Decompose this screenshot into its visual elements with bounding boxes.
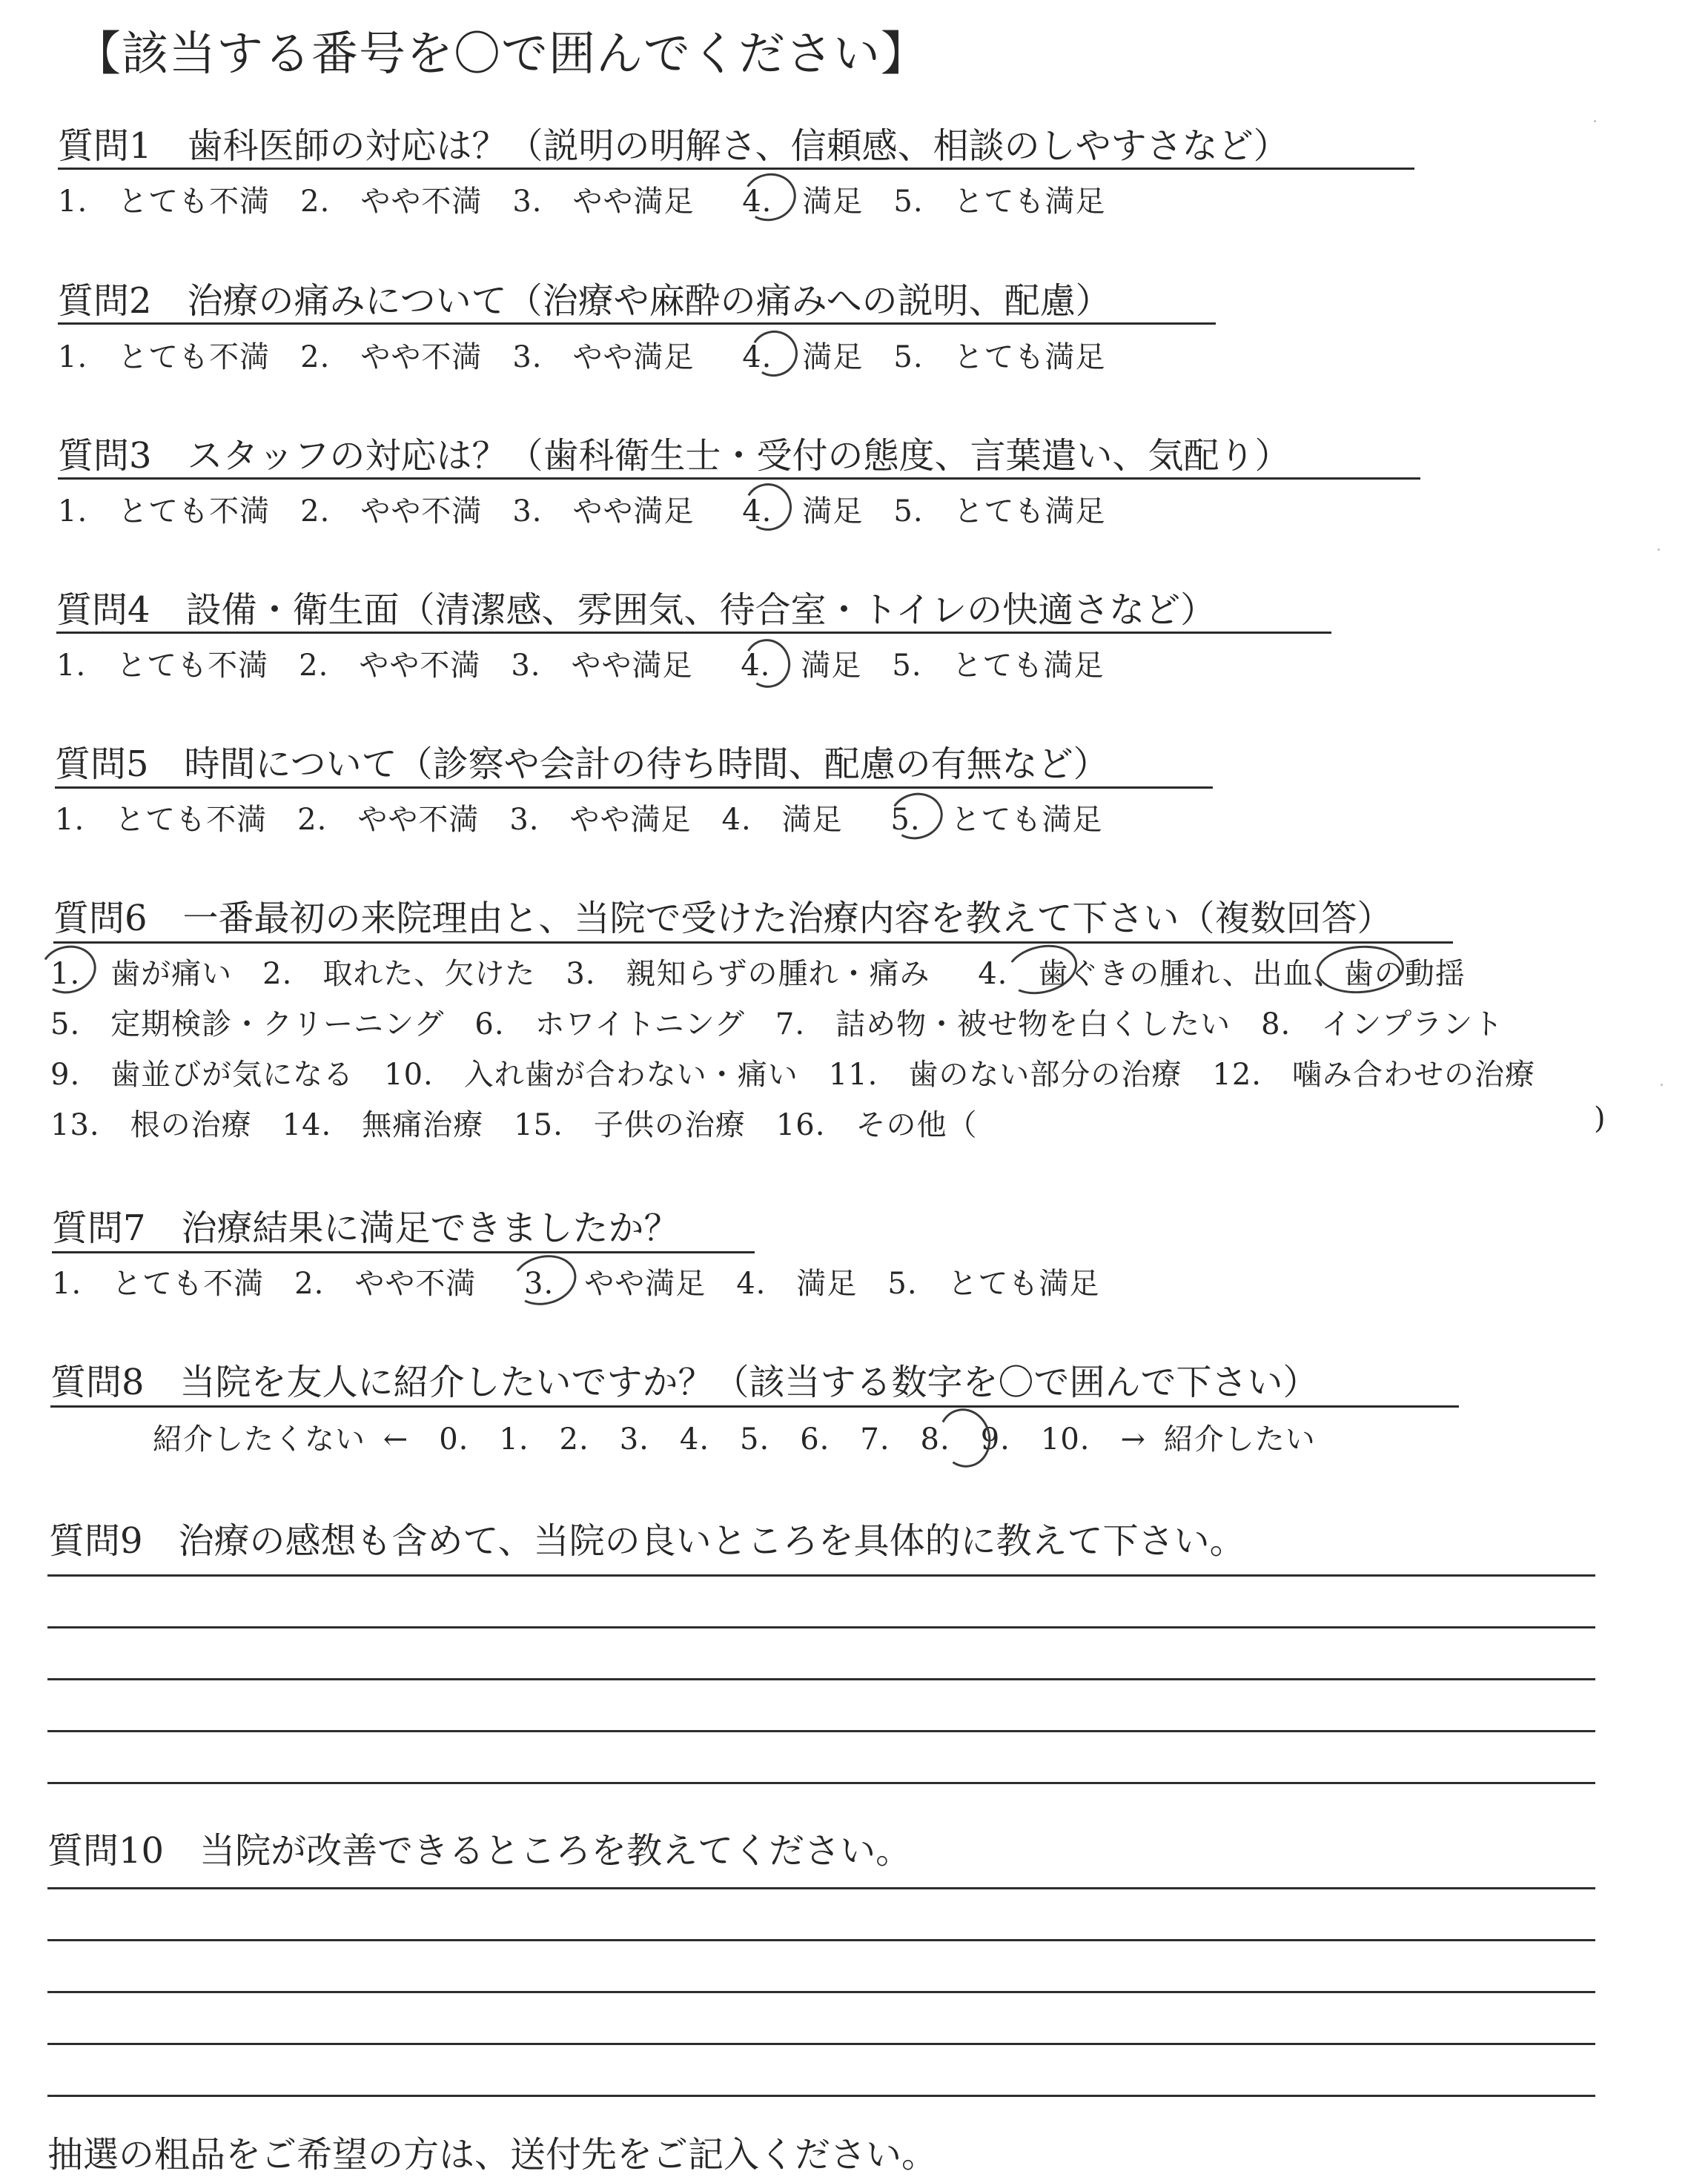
question-8-heading: 質問8 当院を友人に紹介したいですか？（該当する数字を〇で囲んで下さい）	[50, 1362, 1319, 1403]
question-2-heading: 質問2 治療の痛みについて（治療や麻酔の痛みへの説明、配慮）	[58, 280, 1111, 322]
question-5-heading: 質問5 時間について（診察や会計の待ち時間、配慮の有無など）	[55, 743, 1109, 785]
scan-speck	[1658, 549, 1660, 551]
question-10-answer-line	[47, 1939, 1595, 1941]
question-5-options: 1. とても不満 2. やや不満 3. やや満足 4. 満足 5. とても満足	[55, 803, 1103, 837]
question-3-options: 1. とても不満 2. やや不満 3. やや満足 4. 満足 5. とても満足	[58, 494, 1106, 528]
question-9-answer-line	[47, 1626, 1595, 1628]
question-1-options: 1. とても不満 2. やや不満 3. やや満足 4. 満足 5. とても満足	[58, 185, 1106, 219]
question-6-heading: 質問6 一番最初の来院理由と、当院で受けた治療内容を教えて下さい（複数回答）	[53, 898, 1393, 939]
question-8-underline	[50, 1405, 1459, 1408]
question-4-underline	[56, 632, 1331, 634]
question-3-underline	[58, 477, 1420, 480]
question-6-other-close: )	[1594, 1101, 1606, 1136]
question-7-underline	[52, 1251, 755, 1253]
question-10-answer-line	[47, 1887, 1595, 1889]
question-10-answer-line	[47, 1991, 1595, 1993]
question-1-heading: 質問1 歯科医師の対応は？（説明の明解さ、信頼感、相談のしやすさなど）	[58, 125, 1289, 167]
question-6-options-row-3: 9. 歯並びが気になる 10. 入れ歯が合わない・痛い 11. 歯のない部分の治療 12. 噛み合わせの治療	[50, 1058, 1536, 1092]
question-3-heading: 質問3 スタッフの対応は？（歯科衛生士・受付の態度、言葉遣い、気配り）	[58, 435, 1291, 477]
prize-address-note: 抽選の粗品をご希望の方は、送付先をご記入ください。	[47, 2134, 938, 2176]
scan-speck	[1594, 120, 1596, 122]
question-4-heading: 質問4 設備・衛生面（清潔感、雰囲気、待合室・トイレの快適さなど）	[56, 589, 1217, 631]
question-8-scale: 紹介したくない ← 0. 1. 2. 3. 4. 5. 6. 7. 8. 9. 10. → 紹介したい	[153, 1422, 1316, 1457]
answer-circle-q8	[932, 1403, 996, 1474]
question-10-answer-line	[47, 2043, 1595, 2045]
question-6-options-row-2: 5. 定期検診・クリーニング 6. ホワイトニング 7. 詰め物・被せ物を白くしたい 8. インプラント	[50, 1007, 1504, 1041]
question-9-heading: 質問9 治療の感想も含めて、当院の良いところを具体的に教えて下さい。	[49, 1520, 1245, 1562]
question-10-heading: 質問10 当院が改善できるところを教えてください。	[47, 1830, 912, 1872]
question-1-underline	[58, 168, 1414, 170]
question-9-answer-line	[47, 1678, 1595, 1680]
question-10-answer-line	[47, 2095, 1595, 2097]
question-6-options-row-4: 13. 根の治療 14. 無痛治療 15. 子供の治療 16. その他（	[50, 1108, 978, 1142]
question-5-underline	[55, 786, 1213, 789]
question-9-answer-line	[47, 1730, 1595, 1732]
question-2-underline	[58, 322, 1216, 325]
question-6-underline	[53, 941, 1453, 944]
question-9-answer-line	[47, 1782, 1595, 1784]
question-6-options-row-1: 1. 歯が痛い 2. 取れた、欠けた 3. 親知らずの腫れ・痛み 4. 歯ぐきの腫れ、出血、歯の動揺	[50, 957, 1466, 991]
question-4-options: 1. とても不満 2. やや不満 3. やや満足 4. 満足 5. とても満足	[56, 649, 1105, 683]
question-7-options: 1. とても不満 2. やや不満 3. やや満足 4. 満足 5. とても満足	[52, 1267, 1100, 1301]
question-2-options: 1. とても不満 2. やや不満 3. やや満足 4. 満足 5. とても満足	[58, 340, 1106, 374]
scan-speck	[1661, 1084, 1663, 1086]
page-title: 【該当する番号を〇で囲んでください】	[74, 27, 928, 81]
question-7-heading: 質問7 治療結果に満足できましたか？	[52, 1207, 680, 1249]
question-9-answer-line	[47, 1574, 1595, 1577]
